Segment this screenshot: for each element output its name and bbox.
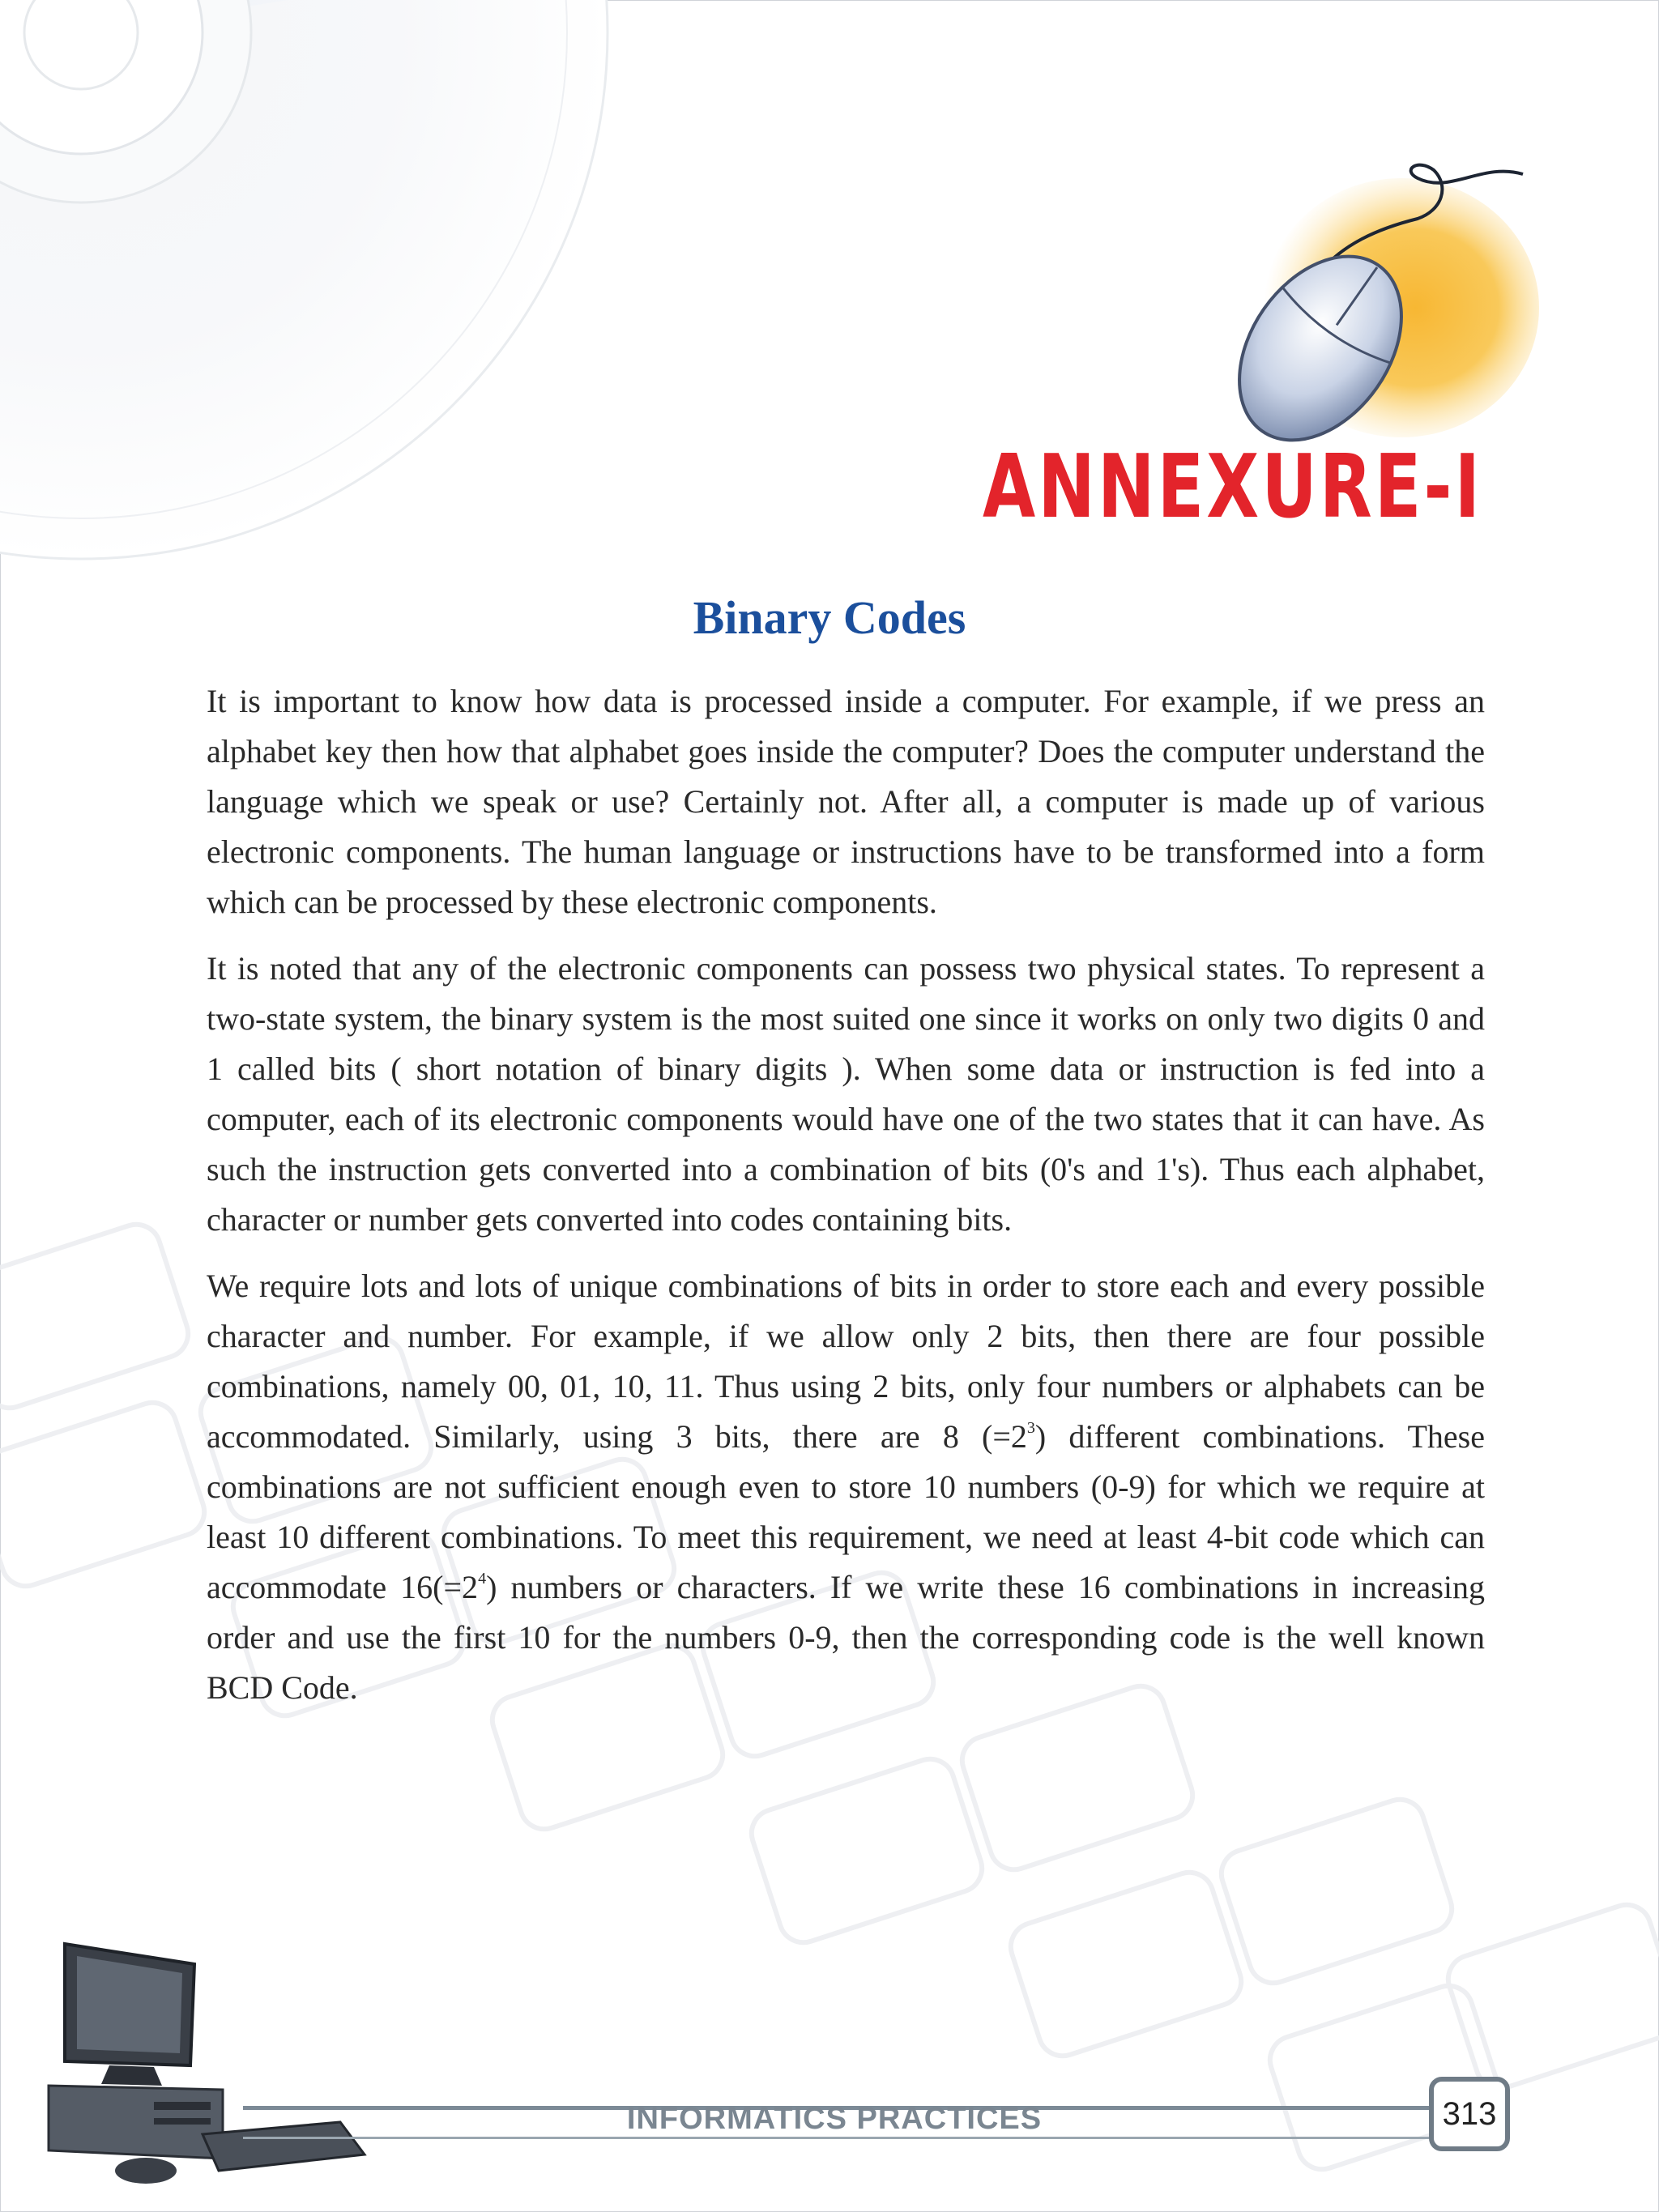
paragraph-1: It is important to know how data is processed inside a computer. For example, if we press an alphabet key then how that alphabet goes inside the computer? Does the computer understand the language which we speak or use? Certainly not. After all, a computer is made up of various electronic components. The human language or instructions have to be transformed into a form which can be processed by these electronic components. [207,683,1485,920]
desktop-computer-graphic [32,1928,373,2187]
body-text [207,676,1485,1729]
paragraph-3-part-3: ) numbers or characters. If we write these 16 combinations in increasing order and use the first 10 for the numbers 0-9, then the corresponding code is the well known BCD Code. [207,1569,1485,1706]
paragraph-2: It is noted that any of the electronic components can possess two physical states. To represent a two-state system, the binary system is the most suited one since it works on only two digits 0 and 1 called bits ( short notation of binary digits ). When some data or instruction is fed into a computer, each of its electronic components would have one of the two states that it can have. As such the instruction gets converted into a combination of bits (0's and 1's). Thus each alphabet, character or number gets converted into codes containing bits. [207,950,1485,1238]
superscript-3: 3 [1026,1419,1035,1437]
superscript-4: 4 [478,1570,487,1588]
section-heading: Binary Codes [693,591,966,644]
paragraph-3 [207,1261,1485,1713]
computer-mouse-graphic [1215,146,1539,454]
paragraph-3-part-2: ) different combinations. These combinations are not sufficient enough even to store 10 numbers (0-9) for which we require at least 10 different combinations. To meet this requirement, we need at least 4-bit code which can accommodate 16(=2 [207,1418,1485,1605]
page-number: 313 [1429,2077,1510,2151]
annexure-title: ANNEXURE-I [982,437,1482,538]
paragraph-3-part-1: We require lots and lots of unique combinations of bits in order to store each and every possible character and number. For example, if we allow only 2 bits, then there are four possible combinations, namely 00, 01, 10, 11. Thus using 2 bits, only four numbers or alphabets can be accommodated. Similarly, using 3 bits, there are 8 (=2 [207,1268,1485,1455]
footer-book-title: INFORMATICS PRACTICES [626,2102,1043,2136]
